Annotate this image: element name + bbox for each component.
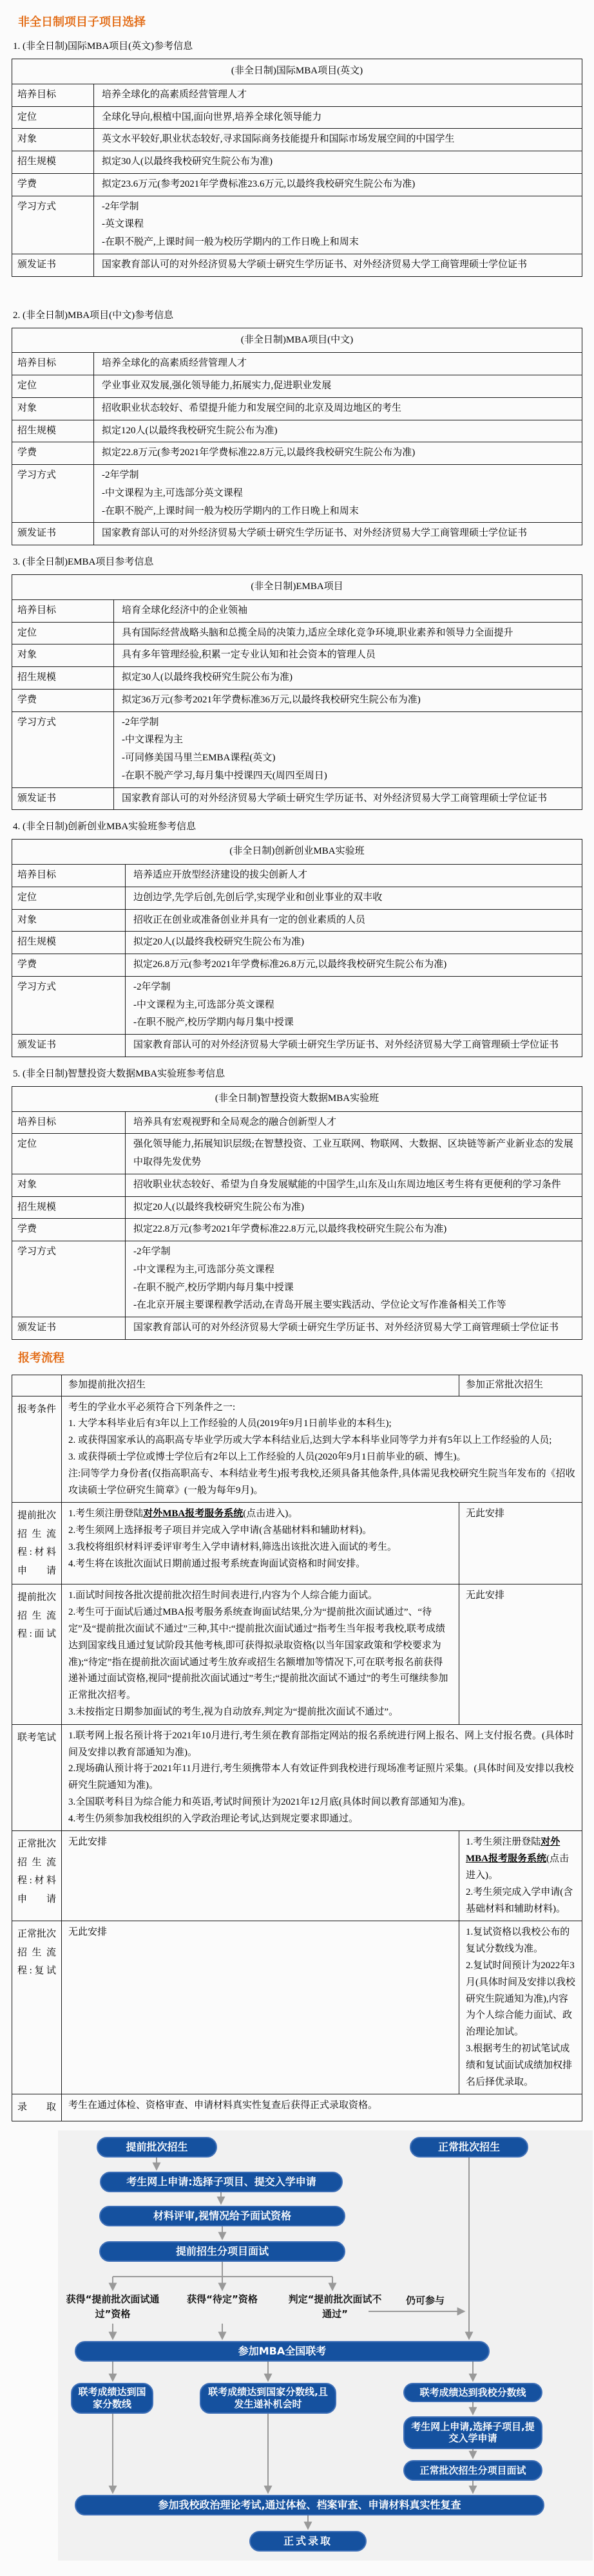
table-row (12, 254, 582, 276)
process-row-label: 提前批次招生流程:材料申请 (12, 1503, 62, 1584)
row-value: 拟定120人(以最终我校研究生院公布为准) (94, 420, 582, 442)
program-table-2 (12, 328, 582, 546)
table-row (12, 173, 582, 196)
process-title: 报考流程 (18, 1351, 64, 1365)
row-value: 拟定22.8万元(参考2021年学费标准22.8万元,以最终我校研究生院公布为准) (94, 442, 582, 465)
program-section-5 (0, 1066, 594, 1340)
section-heading: (非全日制)EMBA项目参考信息 (23, 557, 154, 567)
row-value: 招收职业状态较好、希望为自身发展赋能的中国学生,山东及山东周边地区考生将有更便利的学习条件 (126, 1174, 582, 1196)
row-value: 培养具有宏观视野和全局观念的融合创新型人才 (126, 1111, 582, 1134)
process-row-none: 无此安排 (459, 1503, 582, 1584)
process-row-label: 报考条件 (12, 1396, 62, 1503)
flow-node-national-exam: 参加MBA全国联考 (75, 2341, 490, 2362)
table-row (12, 1134, 582, 1174)
section-number: 4. (13, 822, 21, 832)
row-label: 定位 (12, 375, 94, 398)
table-header-row (12, 575, 582, 600)
page-title: 非全日制项目子项目选择 (18, 15, 146, 29)
table-row (12, 1111, 582, 1134)
process-table (12, 1375, 582, 2121)
flow-node-normal-batch: 正常批次招生 (410, 2137, 528, 2158)
table-row (12, 84, 582, 106)
row-label: 颁发证书 (12, 787, 114, 810)
process-row-value: 1.考生须注册登陆对外MBA报考服务系统(点击进入)。 2.考生须完成入学申请(含基础材料和辅助材料)。 (459, 1831, 582, 1921)
table-row (12, 1035, 582, 1057)
table-row (12, 375, 582, 398)
row-value: 英文水平较好,职业状态较好,寻求国际商务技能提升和国际市场发展空间的中国学生 (94, 129, 582, 151)
flow-node-admission: 正式录取 (249, 2531, 367, 2552)
table-row (12, 1219, 582, 1241)
row-label: 招生规模 (12, 151, 94, 174)
row-value: -2年学制 -英文课程 -在职不脱产,上课时间一般为校历学期内的工作日晚上和周末 (94, 196, 582, 254)
program-table-1 (12, 59, 582, 277)
row-value: 拟定23.6万元(参考2021年学费标准23.6万元,以最终我校研究生院公布为准) (94, 173, 582, 196)
row-value: 强化领导能力,拓展知识层级;在智慧投资、工业互联网、物联网、大数据、区块链等新产业新业态的发展中取得先发优势 (126, 1134, 582, 1174)
table-row (12, 644, 582, 667)
row-label: 对象 (12, 644, 114, 667)
row-value: 拟定36万元(参考2021年学费标准36万元,以最终我校研究生院公布为准) (114, 689, 582, 711)
row-value: 全球化导向,根植中国,面向世界,培养全球化领导能力 (94, 106, 582, 129)
row-value: 招收正在创业或准备创业并具有一定的创业素质的人员 (126, 909, 582, 932)
table-row (12, 353, 582, 375)
process-row-early-interview (12, 1584, 582, 1724)
table-row (12, 954, 582, 977)
table-title: (非全日制)智慧投资大数据MBA实验班 (12, 1086, 582, 1111)
row-value: 国家教育部认可的对外经济贸易大学硕士研究生学历证书、对外经济贸易大学工商管理硕士学位证书 (126, 1035, 582, 1057)
process-row-value: 1.复试资格以我校公布的复试分数线为准。 2.复试时间预计为2022年3月(具体时间及安排以我校研究生院通知为准),内容为个人综合能力面试、政治理论加试。 3.根据考生的初试笔试成绩和复试面试成绩加权排名后择优录取。 (459, 1921, 582, 2094)
table-row (12, 689, 582, 711)
table-row (12, 622, 582, 644)
row-label: 定位 (12, 106, 94, 129)
process-row-none: 无此安排 (62, 1921, 459, 2094)
row-label: 学费 (12, 954, 126, 977)
row-label: 招生规模 (12, 667, 114, 690)
row-label: 定位 (12, 622, 114, 644)
row-value: 具有国际经营战略头脑和总揽全局的决策力,适应全球化竞争环境,职业素养和领导力全面提升 (114, 622, 582, 644)
table-header-row (12, 1086, 582, 1111)
table-row (12, 599, 582, 622)
row-value: 拟定26.8万元(参考2021年学费标准26.8万元,以最终我校研究生院公布为准) (126, 954, 582, 977)
flow-node-score-national: 联考成绩达到国家分数线 (71, 2383, 153, 2414)
table-row (12, 442, 582, 465)
table-row (12, 787, 582, 810)
table-row (12, 523, 582, 545)
row-label: 培养目标 (12, 1111, 126, 1134)
row-label: 招生规模 (12, 420, 94, 442)
section-number: 3. (13, 557, 21, 567)
row-label: 定位 (12, 1134, 126, 1174)
row-label: 招生规模 (12, 932, 126, 954)
process-row-normal-material (12, 1831, 582, 1921)
row-value: 培养适应开放型经济建设的拔尖创新人才 (126, 865, 582, 887)
table-row (12, 129, 582, 151)
row-label: 培养目标 (12, 84, 94, 106)
row-value: -2年学制 -中文课程为主 -可同修美国马里兰EMBA课程(英文) -在职不脱产学习,每月集中授课四天(周四至周日) (114, 711, 582, 787)
table-row (12, 1317, 582, 1340)
process-header-row (12, 1375, 582, 1396)
process-header-early: 参加提前批次招生 (62, 1375, 459, 1396)
flow-node-early-batch: 提前批次招生 (97, 2137, 217, 2158)
table-row (12, 1196, 582, 1219)
section-heading: (非全日制)智慧投资大数据MBA实验班参考信息 (23, 1068, 225, 1079)
flow-node-normal-apply: 考生网上申请,选择子项目,提交入学申请 (403, 2416, 542, 2449)
flow-node-early-interview: 提前招生分项目面试 (99, 2241, 345, 2262)
table-row (12, 976, 582, 1034)
process-row-label: 正常批次招生流程:材料申请 (12, 1831, 62, 1921)
row-value: 具有多年管理经验,积累一定专业认知和社会资本的管理人员 (114, 644, 582, 667)
table-row (12, 465, 582, 523)
row-value: 培养全球化的高素质经营管理人才 (94, 353, 582, 375)
row-value: -2年学制 -中文课程为主,可选部分英文课程 -在职不脱产,校历学期内每月集中授课 -在北京开展主要课程教学活动,在青岛开展主要实践活动、学位论文写作准备相关工作等 (126, 1241, 582, 1317)
program-section-1 (0, 39, 594, 277)
table-header-row (12, 840, 582, 865)
mba-apply-system-link[interactable]: 对外MBA报考服务系统 (466, 1837, 560, 1865)
flow-node-material-review: 材料评审,视情况给予面试资格 (99, 2206, 345, 2226)
row-value: 拟定20人(以最终我校研究生院公布为准) (126, 1196, 582, 1219)
process-row-normal-fushi (12, 1921, 582, 2094)
table-title: (非全日制)国际MBA项目(英文) (12, 59, 582, 84)
table-row (12, 1174, 582, 1196)
row-label: 对象 (12, 397, 94, 420)
row-value: 培养全球化的高素质经营管理人才 (94, 84, 582, 106)
process-row-none: 无此安排 (62, 1831, 459, 1921)
table-row (12, 420, 582, 442)
table-row (12, 1241, 582, 1317)
table-row (12, 865, 582, 887)
program-section-2 (0, 308, 594, 546)
row-value: 拟定30人(以最终我校研究生院公布为准) (114, 667, 582, 690)
process-row-value: 1.面试时间按各批次提前批次招生时间表进行,内容为个人综合能力面试。 2.考生可于面试后通过MBA报考服务系统查询面试结果,分为“提前批次面试通过”、“待定”及“提前批次面试不通过”三种,其中:“提前批次面试通过”指考生当年报考我校,联考成绩达到国家线且通过复试阶段其他考核,即可获得拟录取资格(以当年国家政策和学校要求为准);“待定”指在提前批次面试通过考生放弃或招生名额增加等情况下,可在联考报名前获得递补通过面试资格,视同“提前批次面试通过”考生;“提前批次面试不通过”的考生可继续参加正常批次招考。 3.未按指定日期参加面试的考生,视为自动放弃,判定为“提前批次面试不通过”。 (62, 1584, 459, 1724)
row-label: 学习方式 (12, 465, 94, 523)
row-value: -2年学制 -中文课程为主,可选部分英文课程 -在职不脱产,校历学期内每月集中授课 (126, 976, 582, 1034)
section-number: 1. (13, 41, 21, 52)
row-label: 学习方式 (12, 1241, 126, 1317)
program-section-3 (0, 554, 594, 810)
section-heading: (非全日制)国际MBA项目(英文)参考信息 (23, 41, 193, 52)
flow-node-normal-interview: 正常批次招生分项目面试 (403, 2460, 542, 2481)
process-row-value: 1.考生须注册登陆对外MBA报考服务系统(点击进入)。 2.考生须网上选择报考子项目并完成入学申请(含基础材料和辅助材料)。 3.我校将组织材料评委评审考生入学申请材料,筛选出该批次进入面试的考生。 4.考生将在该批次面试日期前通过报考系统查询面试资格和时间安排。 (62, 1503, 459, 1584)
process-row-admission (12, 2094, 582, 2121)
row-label: 定位 (12, 887, 126, 909)
flow-label-pass: 获得“提前批次面试通过”资格 (66, 2293, 160, 2320)
row-label: 对象 (12, 129, 94, 151)
row-label: 对象 (12, 909, 126, 932)
row-label: 学费 (12, 442, 94, 465)
row-label: 颁发证书 (12, 1317, 126, 1340)
row-label: 对象 (12, 1174, 126, 1196)
row-label: 学习方式 (12, 711, 114, 787)
table-row (12, 887, 582, 909)
row-label: 颁发证书 (12, 254, 94, 276)
flow-node-score-school: 联考成绩达到我校分数线 (403, 2383, 542, 2402)
row-label: 学习方式 (12, 976, 126, 1034)
program-table-3 (12, 574, 582, 810)
process-row-none: 无此安排 (459, 1584, 582, 1724)
row-label: 颁发证书 (12, 1035, 126, 1057)
flow-node-apply-online: 考生网上申请:选择子项目、提交入学申请 (100, 2172, 343, 2192)
table-row (12, 667, 582, 690)
process-row-label: 联考笔试 (12, 1724, 62, 1831)
process-row-label: 录取 (12, 2094, 62, 2121)
table-header-row (12, 59, 582, 84)
row-label: 招生规模 (12, 1196, 126, 1219)
process-row-value: 考生的学业水平必须符合下列条件之一: 1. 大学本科毕业后有3年以上工作经验的人员(2019年9月1日前毕业的本科生); 2. 或获得国家承认的高职高专毕业学历或大学本科结业后,达到大学本科毕业同等学力并有5年以上工作经验的人员; 3. 或获得硕士学位或博士学位后有2年以上工作经验的人员(2020年9月1日前毕业的硕、博生)。 注:同等学力身份者(仅指高职高专、本科结业考生)报考我校,还须具备其他条件,具体需见我校研究生院当年发布的《招收攻读硕士学位研究生简章》(一般为每年9月)。 (62, 1396, 582, 1503)
process-row-conditions (12, 1396, 582, 1503)
process-row-label: 正常批次招生流程:复试 (12, 1921, 62, 2094)
row-value: 学业事业双发展,强化领导能力,拓展实力,促进职业发展 (94, 375, 582, 398)
program-table-5 (12, 1086, 582, 1340)
mba-apply-system-link[interactable]: 对外MBA报考服务系统 (143, 1509, 244, 1519)
row-value: 国家教育部认可的对外经济贸易大学硕士研究生学历证书、对外经济贸易大学工商管理硕士学位证书 (94, 254, 582, 276)
process-row-liankao (12, 1724, 582, 1831)
table-row (12, 909, 582, 932)
section-number: 2. (13, 310, 21, 321)
process-header-empty (12, 1375, 62, 1396)
table-title: (非全日制)创新创业MBA实验班 (12, 840, 582, 865)
row-label: 学费 (12, 689, 114, 711)
row-value: 拟定20人(以最终我校研究生院公布为准) (126, 932, 582, 954)
row-value: 国家教育部认可的对外经济贸易大学硕士研究生学历证书、对外经济贸易大学工商管理硕士学位证书 (94, 523, 582, 545)
row-value: 边创边学,先学后创,先创后学,实现学业和创业事业的双丰收 (126, 887, 582, 909)
section-heading: (非全日制)MBA项目(中文)参考信息 (23, 310, 174, 321)
process-row-early-material (12, 1503, 582, 1584)
section-heading: (非全日制)创新创业MBA实验班参考信息 (23, 822, 196, 832)
table-row (12, 711, 582, 787)
table-row (12, 932, 582, 954)
row-value: 招收职业状态较好、希望提升能力和发展空间的北京及周边地区的考生 (94, 397, 582, 420)
row-value: 国家教育部认可的对外经济贸易大学硕士研究生学历证书、对外经济贸易大学工商管理硕士学位证书 (126, 1317, 582, 1340)
row-label: 学费 (12, 1219, 126, 1241)
process-row-value: 考生在通过体检、资格审查、申请材料真实性复查后获得正式录取资格。 (62, 2094, 582, 2121)
program-section-4 (0, 819, 594, 1057)
row-value: -2年学制 -中文课程为主,可选部分英文课程 -在职不脱产,上课时间一般为校历学期内的工作日晚上和周末 (94, 465, 582, 523)
section-number: 5. (13, 1068, 21, 1079)
table-title: (非全日制)MBA项目(中文) (12, 328, 582, 353)
row-value: 拟定22.8万元(参考2021年学费标准22.8万元,以最终我校研究生院公布为准) (126, 1219, 582, 1241)
row-value: 培育全球化经济中的企业领袖 (114, 599, 582, 622)
flow-node-score-backup: 联考成绩达到国家分数线,且发生递补机会时 (200, 2383, 336, 2414)
row-value: 拟定30人(以最终我校研究生院公布为准) (94, 151, 582, 174)
table-title: (非全日制)EMBA项目 (12, 575, 582, 600)
flow-label-fail: 判定“提前批次面试不通过” (288, 2293, 382, 2320)
row-label: 培养目标 (12, 865, 126, 887)
table-header-row (12, 328, 582, 353)
flowchart-panel (58, 2130, 593, 2561)
row-label: 培养目标 (12, 599, 114, 622)
row-label: 学习方式 (12, 196, 94, 254)
process-row-value: 1.联考网上报名预计将于2021年10月进行,考生须在教育部指定网站的报名系统进行网上报名、网上支付报名费。(具体时间及安排以教育部通知为准)。 2.现场确认预计将于2021年11月进行,考生须携带本人有效证件到我校进行现场准考证照片采集。(具体时间及安排以我校研究生院通知为准)。 3.全国联考科目为综合能力和英语,考试时间预计为2021年12月底(具体时间以教育部通知为准)。 4.考生仍须参加我校组织的入学政治理论考试,达到规定要求即通过。 (62, 1724, 582, 1831)
row-value: 国家教育部认可的对外经济贸易大学硕士研究生学历证书、对外经济贸易大学工商管理硕士学位证书 (114, 787, 582, 810)
flow-label-pending: 获得“待定”资格 (187, 2293, 258, 2305)
row-label: 学费 (12, 173, 94, 196)
table-row (12, 397, 582, 420)
flow-node-political-check: 参加我校政治理论考试,通过体检、档案审查、申请材料真实性复查 (75, 2495, 544, 2515)
table-row (12, 196, 582, 254)
program-table-4 (12, 839, 582, 1057)
table-row (12, 106, 582, 129)
row-label: 培养目标 (12, 353, 94, 375)
process-row-label: 提前批次招生流程:面试 (12, 1584, 62, 1724)
row-label: 颁发证书 (12, 523, 94, 545)
table-row (12, 151, 582, 174)
process-header-normal: 参加正常批次招生 (459, 1375, 582, 1396)
flow-label-still-join: 仍可参与 (405, 2294, 445, 2306)
